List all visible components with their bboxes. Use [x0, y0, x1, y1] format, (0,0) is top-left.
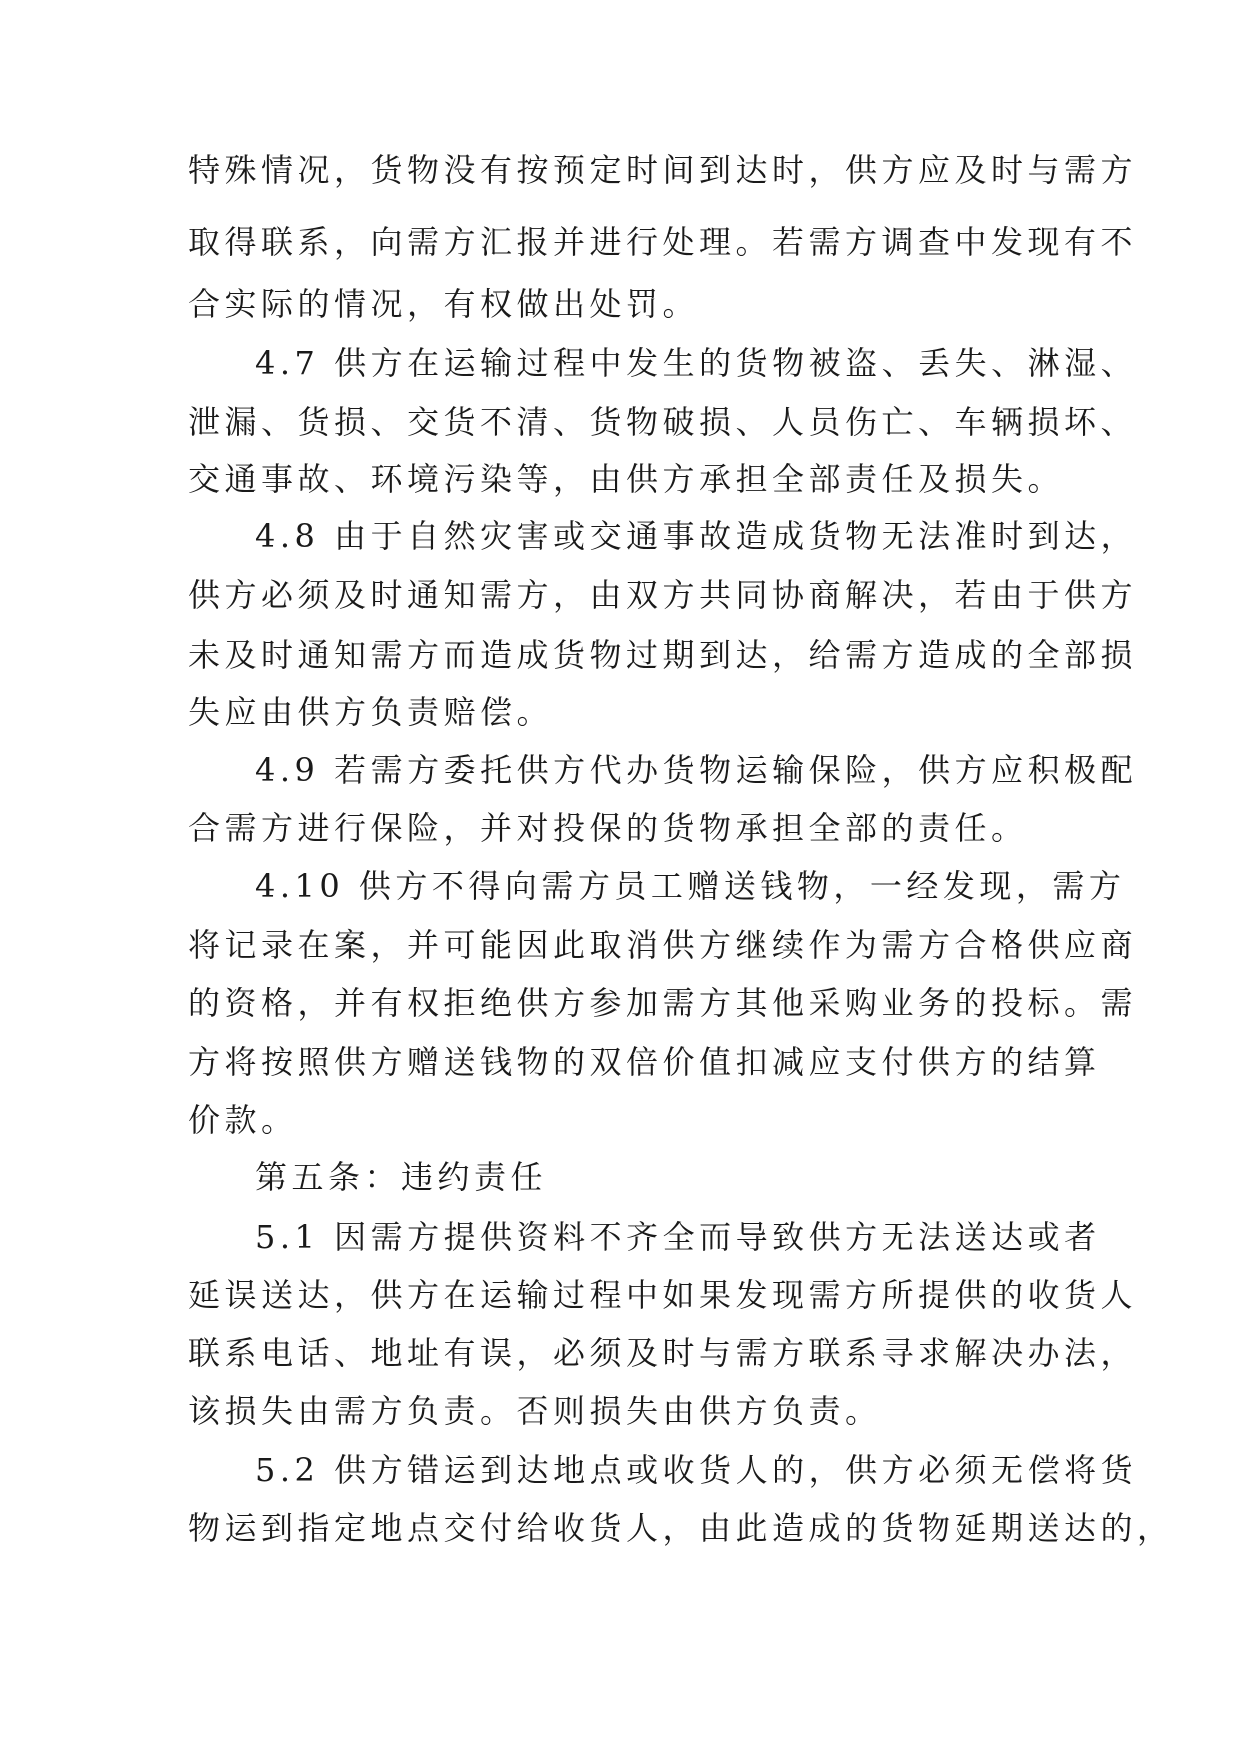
- text-line: 联系电话、地址有误，必须及时与需方联系寻求解决办法，: [188, 1334, 1138, 1372]
- text-line: 该损失由需方负责。否则损失由供方负责。: [188, 1392, 882, 1430]
- text-line: 失应由供方负责赔偿。: [188, 693, 554, 731]
- text-line: 供方必须及时通知需方，由双方共同协商解决，若由于供方: [188, 576, 1138, 614]
- text-line: 合需方进行保险，并对投保的货物承担全部的责任。: [188, 809, 1028, 847]
- text-line: 的资格，并有权拒绝供方参加需方其他采购业务的投标。需: [188, 984, 1138, 1022]
- text-line: 交通事故、环境污染等，由供方承担全部责任及损失。: [188, 460, 1065, 498]
- text-line: 延误送达，供方在运输过程中如果发现需方所提供的收货人: [188, 1276, 1138, 1314]
- text-line: 特殊情况，货物没有按预定时间到达时，供方应及时与需方: [188, 151, 1138, 189]
- clause-line: 4.8 由于自然灾害或交通事故造成货物无法准时到达，: [255, 517, 1138, 555]
- clause-line: 4.10 供方不得向需方员工赠送钱物，一经发现，需方: [255, 867, 1126, 905]
- section-heading: 第五条：违约责任: [255, 1158, 548, 1196]
- text-line: 价款。: [188, 1101, 298, 1139]
- text-line: 取得联系，向需方汇报并进行处理。若需方调查中发现有不: [188, 223, 1138, 261]
- text-line: 合实际的情况，有权做出处罚。: [188, 285, 700, 323]
- text-line: 未及时通知需方而造成货物过期到达，给需方造成的全部损: [188, 636, 1138, 674]
- text-line: 泄漏、货损、交货不清、货物破损、人员伤亡、车辆损坏、: [188, 403, 1138, 441]
- text-line: 将记录在案，并可能因此取消供方继续作为需方合格供应商: [188, 926, 1138, 964]
- clause-line: 4.7 供方在运输过程中发生的货物被盗、丢失、淋湿、: [255, 344, 1138, 382]
- text-line: 方将按照供方赠送钱物的双倍价值扣减应支付供方的结算: [188, 1043, 1101, 1081]
- clause-line: 5.1 因需方提供资料不齐全而导致供方无法送达或者: [255, 1218, 1101, 1256]
- clause-line: 4.9 若需方委托供方代办货物运输保险，供方应积极配: [255, 751, 1138, 789]
- text-line: 物运到指定地点交付给收货人，由此造成的货物延期送达的，: [188, 1509, 1174, 1547]
- clause-line: 5.2 供方错运到达地点或收货人的，供方必须无偿将货: [255, 1451, 1138, 1489]
